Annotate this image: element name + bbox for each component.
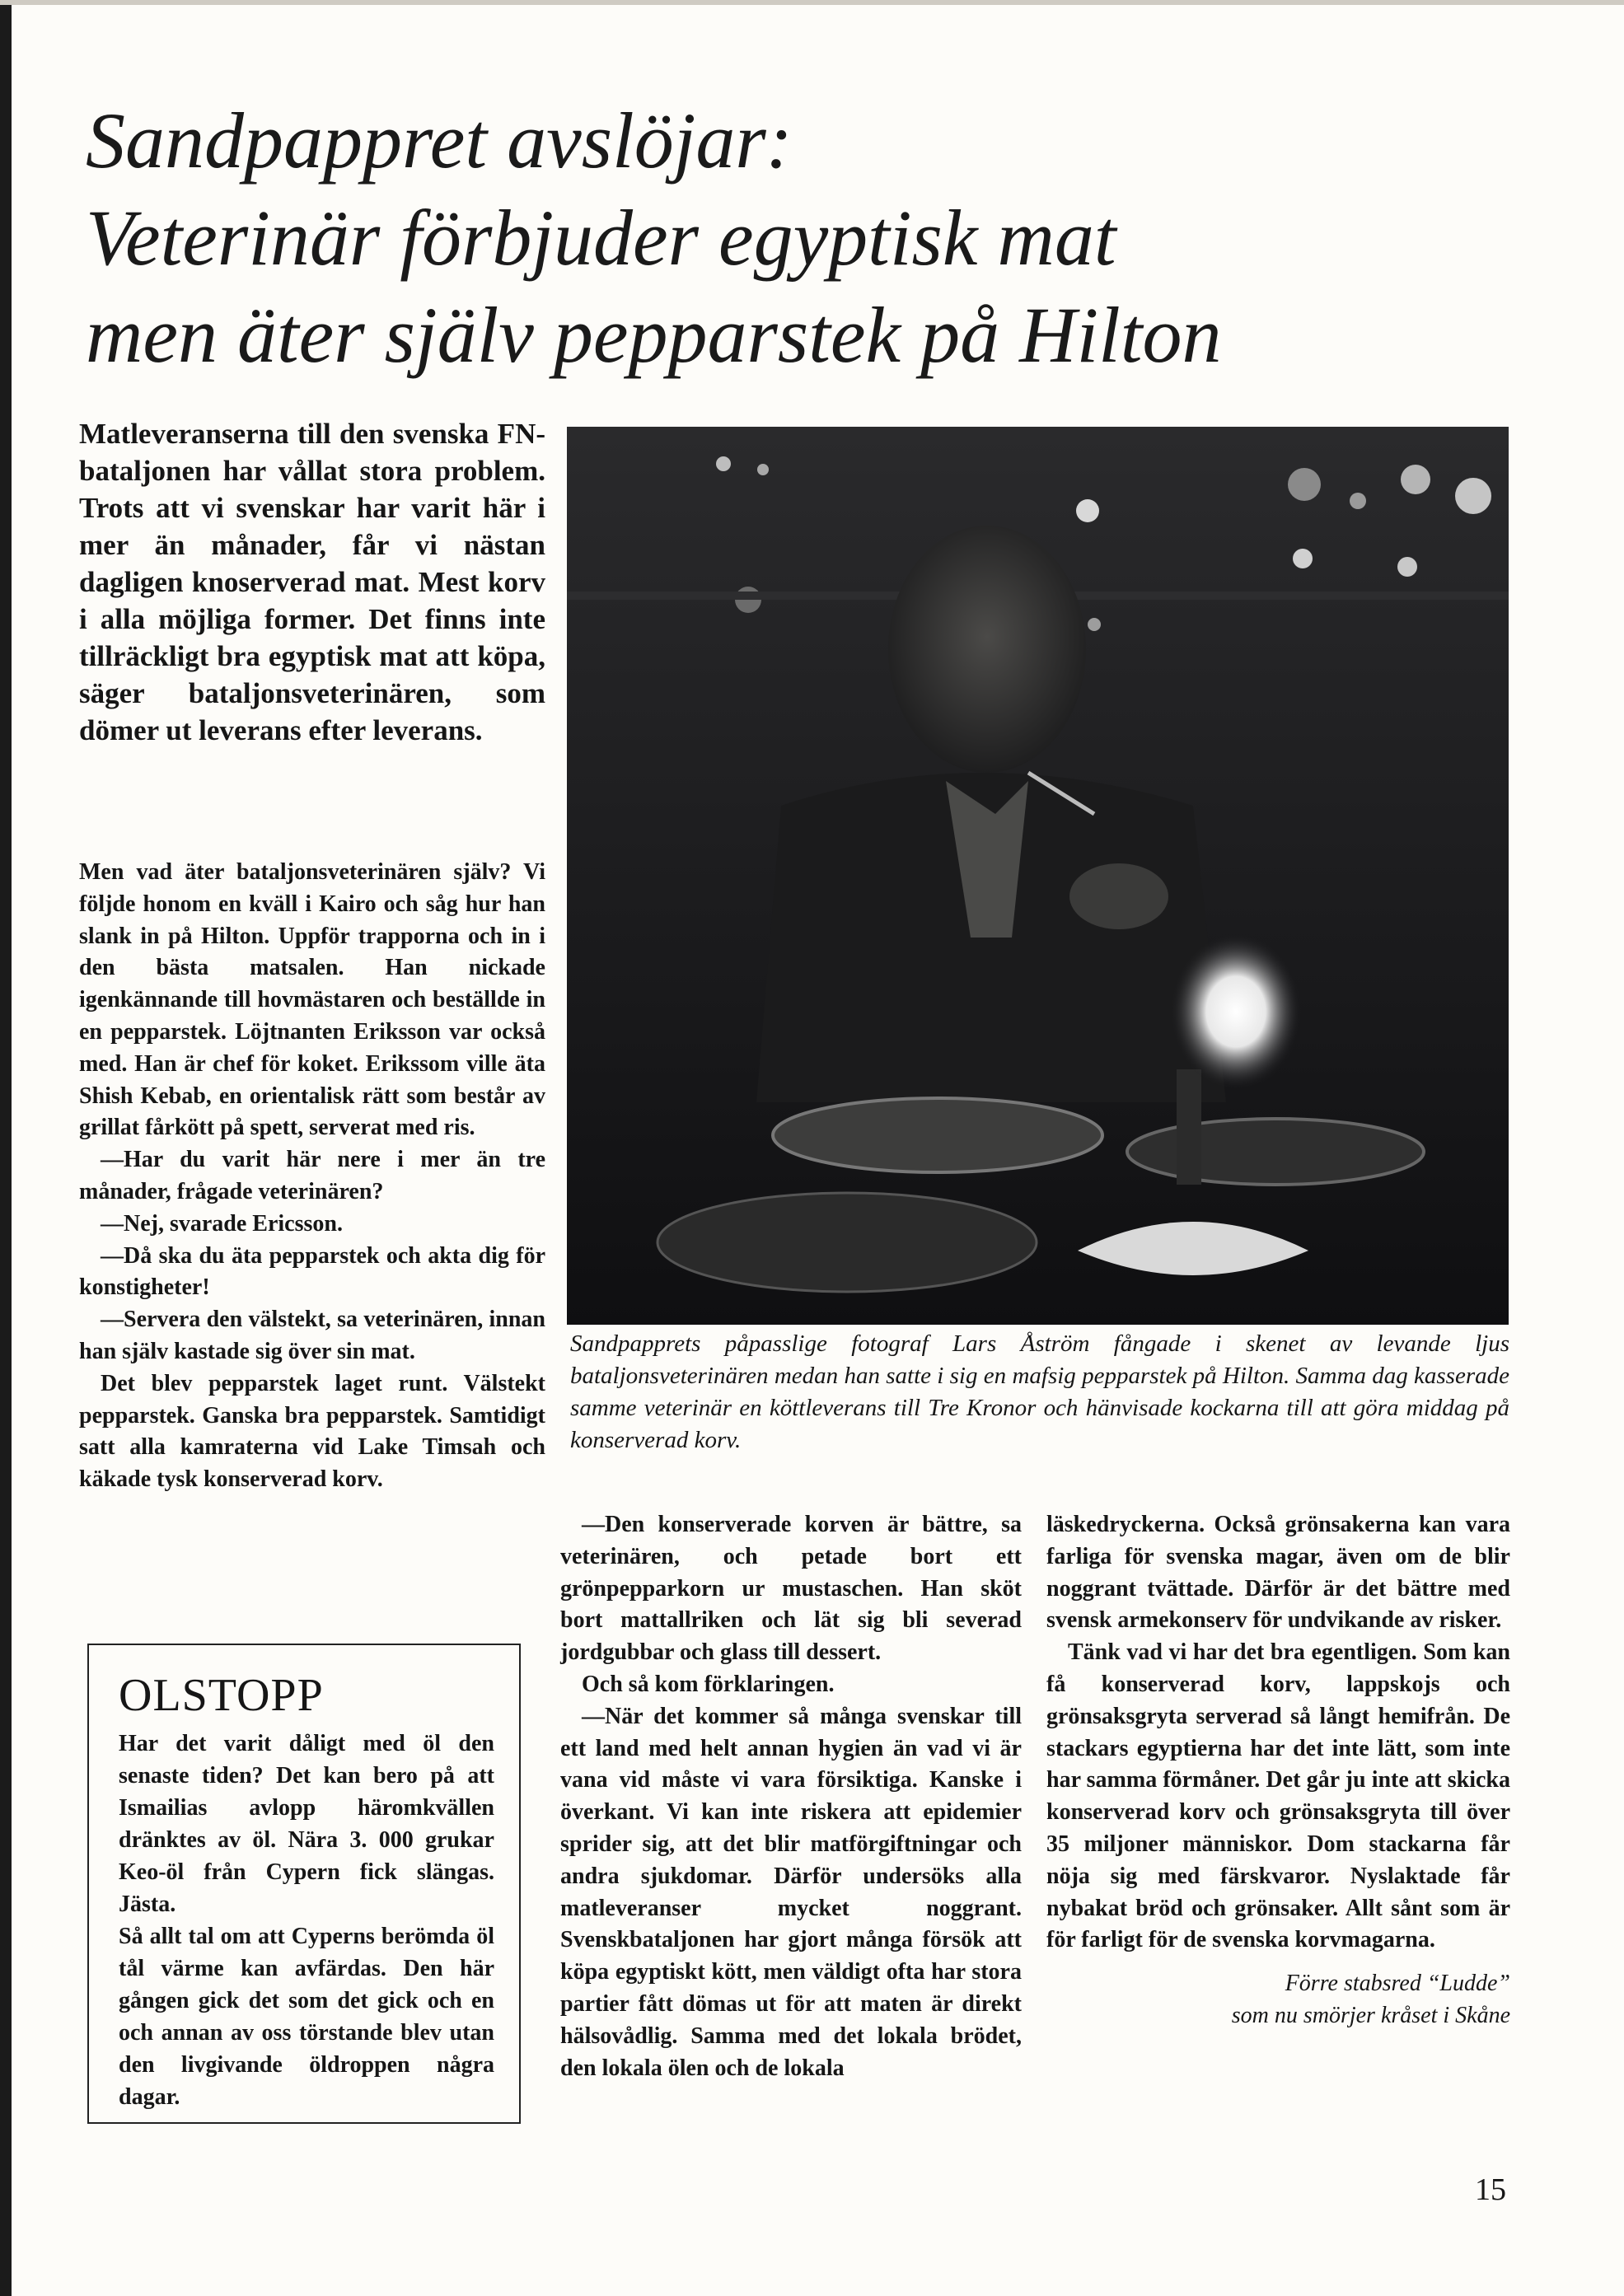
lead-paragraph — [79, 415, 545, 749]
sidebar-paragraph: Så allt tal om att Cyperns berömda öl tål värme kan avfärdas. Den här gången gick det som det gick och en och annan av oss törstande blev utan den livgivande öldroppen några dagar. — [119, 1924, 494, 2110]
scan-top-edge — [0, 0, 1624, 5]
body-paragraph: —Har du varit här nere i mer än tre månader, frågade veterinären? — [79, 1147, 545, 1204]
headline-line-1: Sandpappret avslöjar: — [86, 96, 793, 185]
signature-line-2: som nu smörjer kråset i Skåne — [1231, 2002, 1510, 2028]
headline-line-3: men äter själv pepparstek på Hilton — [86, 291, 1222, 379]
scan-edge-shadow — [0, 0, 12, 2296]
body-paragraph: —Nej, svarade Ericsson. — [101, 1210, 343, 1237]
body-paragraph: Det blev pepparstek laget runt. Välstekt pepparstek. Ganska bra pepparstek. Samtidigt satt alla kamraterna vid Lake Timsah och käkade tysk konserverad korv. — [79, 1370, 545, 1493]
article-photo — [567, 427, 1509, 1325]
body-paragraph: —Servera den välstekt, sa veterinären, innan han själv kastade sig över sin mat. — [79, 1307, 545, 1364]
article-headline — [86, 92, 1536, 384]
body-paragraph: Och så kom förklaringen. — [582, 1671, 835, 1697]
signature-line-1: Förre stabsred “Ludde” — [1285, 1971, 1510, 1997]
sidebar-box-olstopp — [87, 1644, 521, 2124]
body-column-left — [79, 857, 545, 1496]
headline-line-2: Veterinär förbjuder egyptisk mat — [86, 194, 1116, 282]
sidebar-paragraph: Har det varit dåligt med öl den senaste tiden? Det kan bero på att Ismailias avlopp häromkvällen dränktes av öl. Nära 3. 000 grukar Keo-öl från Cypern fick slängas. Jästa. — [119, 1731, 494, 1917]
body-paragraph: Men vad äter bataljonsveterinären själv? Vi följde honom en kväll i Kairo och såg hur han slank in på Hilton. Uppför trapporna och in i den bästa matsalen. Han nickade igenkännande till hovmästaren och beställde in en pepparstek. Löjtnanten Eriksson var också med. Han är chef för koket. Erikssom ville äta Shish Kebab, en orientalisk rätt som består av grillat fårkött på spett, serverat med ris. — [79, 859, 545, 1141]
lead-text: Matleveranserna till den svenska FN-bataljonen har vållat stora problem. Trots att vi svenskar har varit här i mer än månader, får vi nästan dagligen knoserverad mat. Mest korv i alla möjliga former. Det finns inte tillräckligt bra egyptisk mat att köpa, säger bataljonsveterinären, som dömer ut leverans efter leverans. — [79, 418, 545, 746]
body-column-middle — [560, 1509, 1022, 2084]
body-column-right — [1046, 1509, 1510, 2032]
body-paragraph: —Den konserverade korven är bättre, sa veterinären, och petade bort ett grönpepparkorn ur mustaschen. Han sköt bort mattallriken och lät sig bli severad jordgubbar och glass till dessert. — [560, 1512, 1022, 1666]
body-paragraph: —Då ska du äta pepparstek och akta dig för konstigheter! — [79, 1242, 545, 1301]
sidebar-title: OLSTOPP — [119, 1670, 324, 1721]
photo-illustration — [567, 427, 1509, 1325]
body-paragraph: läskedryckerna. Också grönsakerna kan vara farliga för svenska magar, även om de blir noggrant tvättade. Därför är det bättre med svensk armekonserv för undvikande av risker. — [1046, 1512, 1510, 1634]
page-number: 15 — [1475, 2172, 1506, 2207]
body-paragraph: Tänk vad vi har det bra egentligen. Som kan få konserverad korv, lappskojs och grönsaksgryta serverad så långt hemifrån. De stackars egyptierna har det inte lätt, som inte har samma förmåner. Det går ju inte att skicka konserverad korv och grönsaksgryta till över 35 miljoner människor. Dom stackarna får nöja sig med färskvaror. Nyslaktade får nybakat bröd och grönsaker. Allt sånt som är för farligt för de svenska korvmagarna. — [1046, 1639, 1510, 1953]
body-paragraph: —När det kommer så många svenskar till ett land med helt annan hygien än vad vi är vana vid måste vi vara försiktiga. Kanske i överkant. Vi kan inte riskera att epidemier sprider sig, att det blir matförgiftningar och andra sjukdomar. Därför undersöks alla matleveranser mycket noggrant. Svenskbataljonen har gjort många försök att köpa egyptiskt kött, men väldigt ofta har stora partier fått dömas ut för att maten är direkt hälsovådlig. Samma med det lokala brödet, den lokala ölen och de lokala — [560, 1703, 1022, 2081]
photo-caption: Sandpapprets påpasslige fotograf Lars Åström fångade i skenet av levande ljus bataljonsveterinären medan han satte i sig en mafsig pepparstek på Hilton. Samma dag kasserade samme veterinär en köttleverans till Tre Kronor och hänvisade kockarna till att göra middag på konserverad korv. — [570, 1330, 1509, 1453]
